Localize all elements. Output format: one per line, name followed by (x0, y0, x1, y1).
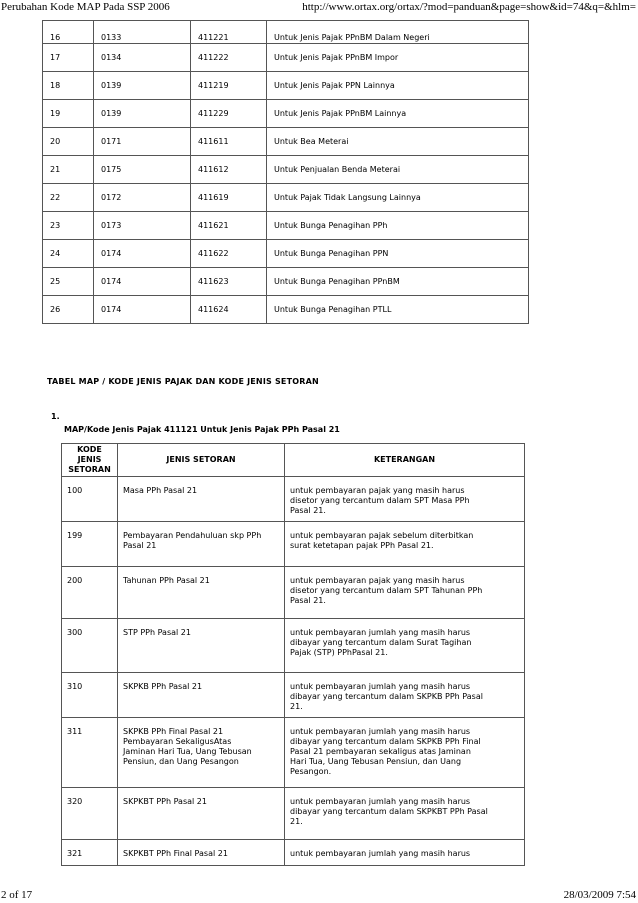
description: Untuk Bunga Penagihan PTLL (267, 296, 529, 324)
kode-kap: 0171 (94, 128, 191, 156)
row-number: 22 (43, 184, 94, 212)
row-number: 17 (43, 44, 94, 72)
kode-kap: 0174 (94, 296, 191, 324)
row-number: 21 (43, 156, 94, 184)
description: Untuk Bea Meterai (267, 128, 529, 156)
header-keterangan: KETERANGAN (285, 444, 525, 477)
table-row (43, 21, 529, 44)
keterangan: untuk pembayaran jumlah yang masih harus dibayar yang tercantum dalam SKPKB PPh Final Pasal 21 pembayaran sekaligus atas Jaminan Hari Tua, Uang Tebusan Pensiun, dan Uang Pesangon. (285, 718, 525, 788)
kode-setoran: 320 (62, 788, 118, 840)
kode-map: 411612 (191, 156, 267, 184)
document-title: Perubahan Kode MAP Pada SSP 2006 (1, 1, 170, 13)
kode-setoran: 100 (62, 477, 118, 522)
kode-kap: 0173 (94, 212, 191, 240)
print-header (0, 0, 638, 14)
table-row (62, 567, 525, 619)
kode-setoran: 199 (62, 522, 118, 567)
list-number: 1. (51, 412, 60, 421)
header-kode-jenis-setoran: KODE JENIS SETORAN (62, 444, 118, 477)
table-row (43, 296, 529, 324)
table-header-row (62, 444, 525, 477)
table-row (62, 788, 525, 840)
row-number: 24 (43, 240, 94, 268)
table-row (43, 156, 529, 184)
table-row (43, 44, 529, 72)
table-row (62, 673, 525, 718)
jenis-setoran-table (61, 443, 525, 866)
kode-map: 411623 (191, 268, 267, 296)
keterangan: untuk pembayaran pajak sebelum diterbitkan surat ketetapan pajak PPh Pasal 21. (285, 522, 525, 567)
jenis-setoran: STP PPh Pasal 21 (118, 619, 285, 673)
jenis-setoran: SKPKB PPh Pasal 21 (118, 673, 285, 718)
table-row (43, 128, 529, 156)
kode-kap: 0174 (94, 268, 191, 296)
description: Untuk Penjualan Benda Meterai (267, 156, 529, 184)
kode-kap: 0175 (94, 156, 191, 184)
table-row (43, 212, 529, 240)
jenis-setoran: SKPKBT PPh Pasal 21 (118, 788, 285, 840)
keterangan: untuk pembayaran jumlah yang masih harus dibayar yang tercantum dalam SKPKB PPh Pasal 21. (285, 673, 525, 718)
table-row (62, 619, 525, 673)
kode-map: 411621 (191, 212, 267, 240)
kode-map: 411221 (191, 21, 267, 44)
keterangan: untuk pembayaran pajak yang masih harus disetor yang tercantum dalam SPT Tahunan PPh Pasal 21. (285, 567, 525, 619)
kode-setoran: 311 (62, 718, 118, 788)
table-row (43, 184, 529, 212)
keterangan: untuk pembayaran jumlah yang masih harus (285, 840, 525, 866)
jenis-setoran: Pembayaran Pendahuluan skp PPh Pasal 21 (118, 522, 285, 567)
table-row (62, 522, 525, 567)
keterangan: untuk pembayaran jumlah yang masih harus dibayar yang tercantum dalam SKPKBT PPh Pasal 21. (285, 788, 525, 840)
kode-kap: 0174 (94, 240, 191, 268)
print-datetime: 28/03/2009 7:54 (563, 889, 636, 901)
kode-map: 411229 (191, 100, 267, 128)
description: Untuk Bunga Penagihan PPnBM (267, 268, 529, 296)
row-number: 16 (43, 21, 94, 44)
section-title: TABEL MAP / KODE JENIS PAJAK DAN KODE JENIS SETORAN (47, 377, 319, 386)
keterangan: untuk pembayaran pajak yang masih harus disetor yang tercantum dalam SPT Masa PPh Pasal 21. (285, 477, 525, 522)
jenis-setoran: SKPKBT PPh Final Pasal 21 (118, 840, 285, 866)
table-row (43, 100, 529, 128)
table-row (43, 240, 529, 268)
jenis-setoran: Tahunan PPh Pasal 21 (118, 567, 285, 619)
header-jenis-setoran: JENIS SETORAN (118, 444, 285, 477)
kode-map: 411624 (191, 296, 267, 324)
jenis-setoran: SKPKB PPh Final Pasal 21 Pembayaran SekaligusAtas Jaminan Hari Tua, Uang Tebusan Pensiun, dan Uang Pesangon (118, 718, 285, 788)
row-number: 25 (43, 268, 94, 296)
kode-map: 411219 (191, 72, 267, 100)
kode-map: 411222 (191, 44, 267, 72)
kode-map: 411611 (191, 128, 267, 156)
kode-kap: 0134 (94, 44, 191, 72)
table-row (62, 718, 525, 788)
kode-kap: 0133 (94, 21, 191, 44)
kode-map: 411622 (191, 240, 267, 268)
description: Untuk Jenis Pajak PPN Lainnya (267, 72, 529, 100)
page-counter: 2 of 17 (1, 889, 33, 901)
print-footer (0, 888, 638, 902)
description: Untuk Bunga Penagihan PPh (267, 212, 529, 240)
kode-kap: 0139 (94, 100, 191, 128)
kode-setoran: 321 (62, 840, 118, 866)
kode-setoran: 200 (62, 567, 118, 619)
map-code-table (42, 20, 529, 324)
description: Untuk Pajak Tidak Langsung Lainnya (267, 184, 529, 212)
kode-map: 411619 (191, 184, 267, 212)
kode-setoran: 300 (62, 619, 118, 673)
keterangan: untuk pembayaran jumlah yang masih harus dibayar yang tercantum dalam Surat Tagihan Pajak (STP) PPhPasal 21. (285, 619, 525, 673)
description: Untuk Jenis Pajak PPnBM Impor (267, 44, 529, 72)
table-row (62, 477, 525, 522)
row-number: 19 (43, 100, 94, 128)
row-number: 26 (43, 296, 94, 324)
row-number: 20 (43, 128, 94, 156)
kode-setoran: 310 (62, 673, 118, 718)
description: Untuk Jenis Pajak PPnBM Lainnya (267, 100, 529, 128)
jenis-setoran: Masa PPh Pasal 21 (118, 477, 285, 522)
page-url: http://www.ortax.org/ortax/?mod=panduan&page=show&id=74&q=&hlm= (302, 1, 636, 13)
row-number: 23 (43, 212, 94, 240)
subsection-title: MAP/Kode Jenis Pajak 411121 Untuk Jenis Pajak PPh Pasal 21 (64, 425, 340, 434)
kode-kap: 0172 (94, 184, 191, 212)
table-row (62, 840, 525, 866)
description: Untuk Bunga Penagihan PPN (267, 240, 529, 268)
description: Untuk Jenis Pajak PPnBM Dalam Negeri (267, 21, 529, 44)
kode-kap: 0139 (94, 72, 191, 100)
table-row (43, 72, 529, 100)
table-row (43, 268, 529, 296)
row-number: 18 (43, 72, 94, 100)
